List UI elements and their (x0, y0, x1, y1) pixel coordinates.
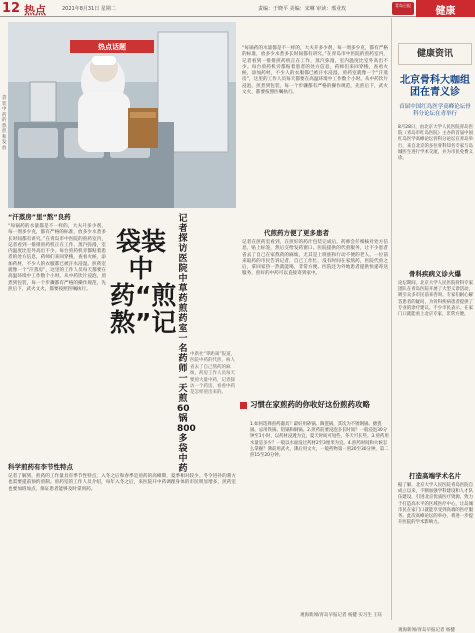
column-divider (391, 18, 392, 620)
right-text-2: 据了解，北京大学人民医院青岛医院自成立以来，不断加强学科建设和人才队伍建设，引进北京优质医疗资源，致力于打造高水平的区域医疗中心，让岛城市民在家门口就能享受到高端的医疗服务。此次高峰论坛的举办，将进一步提升医院的学术影响力。 (398, 483, 473, 526)
section1-continued-text: “每锅药的水量都是不一样的，大夫开多少剂，每一剂多少克，都有严格的标准，放多少水煮多长时间都有讲究。”在青岛市中医院的煎药室内，记者看到一排排煎药机正在工作，蒸汽弥漫，室内温度比室外高出不少。每台煎药机旁都贴着患者的处方信息，药师们来回穿梭，查看火候，添加药材，不少人的衣服都已被汗水浸湿。煎药室就像一个“汗蒸房”，这里的工作人员每天都要在高温环境中工作数个小时。从中药饮片浸泡、煎煮到包装，每一个步骤都有严格的操作规范，先煎后下，武火文火，都要按照医嘱执行。 (242, 46, 388, 96)
section2-title: 科学煎药有李节性特点 (8, 463, 73, 471)
health-news-title: 健康资讯 (416, 49, 453, 59)
box-title: 习惯在家煎药的你收好这份煎药攻略 (250, 400, 370, 409)
page-header (0, 0, 475, 17)
right-heading-2: 打造高端学术名片 (409, 472, 461, 480)
right-subheadline: 首届中国红岛医学高峰论坛骨科分论坛在青举行 (399, 104, 471, 117)
right-column (394, 17, 475, 633)
topic-badge: 热点话题 (70, 40, 154, 53)
box-marker-icon (240, 402, 247, 409)
issue-date: 2021年8月31日 星期二 (62, 6, 116, 12)
right-headline: 北京骨科大咖组团在青义诊 (400, 75, 470, 98)
section1-text: “每锅药的水量都是不一样的，大夫开多少剂，每一剂多少克，都有严格的标准，放多少水煮多长时间都有讲究。”在青岛市中医院的煎药室内，记者看到一排排煎药机正在工作，蒸汽弥漫，室内温度比室外高出不少。每台煎药机旁都贴着患者的处方信息，药师们来回穿梭，查看火候，添加药材，不少人的衣服都已被汗水浸湿。煎药室就像一个“汗蒸房”，这里的工作人员每天都要在高温环境中工作数个小时。从中药饮片浸泡、煎煮到包装，每一个步骤都有严格的操作规范，先煎后下，武火文火，都要按照医嘱执行。 (8, 224, 106, 292)
right-text-1: 论坛期间，北京大学人民医院骨科专家团队在青岛医院开展了大型义诊活动，吸引众多市民前来咨询。专家们耐心解答患者的疑问，为骨科疾病患者提供了专业的诊疗建议。不少市民表示，在家门口就能看上北京专家，非常方便。 (398, 281, 473, 318)
column-name: 健康 (416, 0, 475, 17)
photo-caption: 袋装中药的熬煎和发放 (2, 96, 7, 151)
right-byline: 观海新闻/青岛早报记者 杨健 (398, 628, 455, 633)
box-byline: 观海新闻/青岛早报记者 杨健 实习生 王钰 (300, 613, 383, 618)
section3-text: 记者在煎药室看到，在煎好的药汁包装完成后，药师会仔细核对处方信息，贴上标签，然后交给发药窗口。医院提供的代煎服务，让不少患者省去了自己在家熬药的麻烦，尤其是上班族和行动不便的老人。一位前来取药的市民告诉记者，自己工作忙，没有时间在家熬药，医院代煎之后，拿回家热一热就能喝，非常方便。医院还为外地患者提供快递寄送服务，煎好的中药可以直接寄到家中。 (242, 240, 388, 277)
tips-box (240, 400, 390, 620)
health-news-label (398, 43, 472, 65)
section3-title: 代煎药方便了更多患者 (264, 229, 329, 237)
right-heading-1: 骨科疾病义诊火爆 (409, 270, 461, 278)
section1-title: “汗蒸房”里“熬”良药 (8, 213, 71, 221)
newspaper-logo: 青岛日报 (392, 2, 414, 15)
article-subtitle: 记者探访医院中草药煎药室 一名药师一天煎60锅800多袋中药 (177, 214, 196, 474)
article-headline: 袋装中药“煎熬”记 (110, 227, 177, 337)
article-photo (8, 22, 236, 208)
editor-staff: 责编：于晓平 美编：宋琳 审读：邢业玫 (258, 6, 347, 12)
section2-text: 记者了解到，煎药的工作量具有季节性特点，入冬之后和春季是煎药的高峰期，夏季相对较少。冬令进补的膏方也需要提前预约煎制。煎药室的工作人员介绍，每年入冬之后，来医院开中药调理身体的市民明显增多，煎药室也要加班加点，保证患者能够及时拿到药。 (8, 474, 236, 492)
box-text: 1.如何选择煎药器具？最好用砂锅、陶瓷锅，其次为不锈钢锅、搪瓷锅，忌用铁锅、铝锅和铜锅。2.煎药前要浸泡多长时间？一般浸泡30分钟至1小时，以药材浸透为宜，夏天时间可短些，冬天可长些。3.煎药用水量是多少？一般以水面没过药材2至3厘米为宜。4.煎药时间和火候怎么掌握？沸前用武火，沸后用文火，一般药物第一煎20至30分钟，第二煎15至20分钟。 (250, 422, 389, 459)
right-intro-text: 8月28日，由北京大学人民医院青岛医院（青岛市红岛医院）主办的首届中国红岛医学高峰论坛骨科分论坛在青岛举行，来自北京的多位骨科知名专家与岛城医生进行学术交流，并为市民免费义诊。 (398, 125, 473, 162)
page-number: 12 (2, 1, 21, 16)
side-note: 中新社“零距离”报道，医院中药的代煎，病人省去了自己熬药的麻烦，药房工作人员每天要煎大量中药，记者探访一个药房，看看中药是怎样煎出来的。 (190, 352, 236, 396)
section-name: 热点 (24, 4, 46, 17)
